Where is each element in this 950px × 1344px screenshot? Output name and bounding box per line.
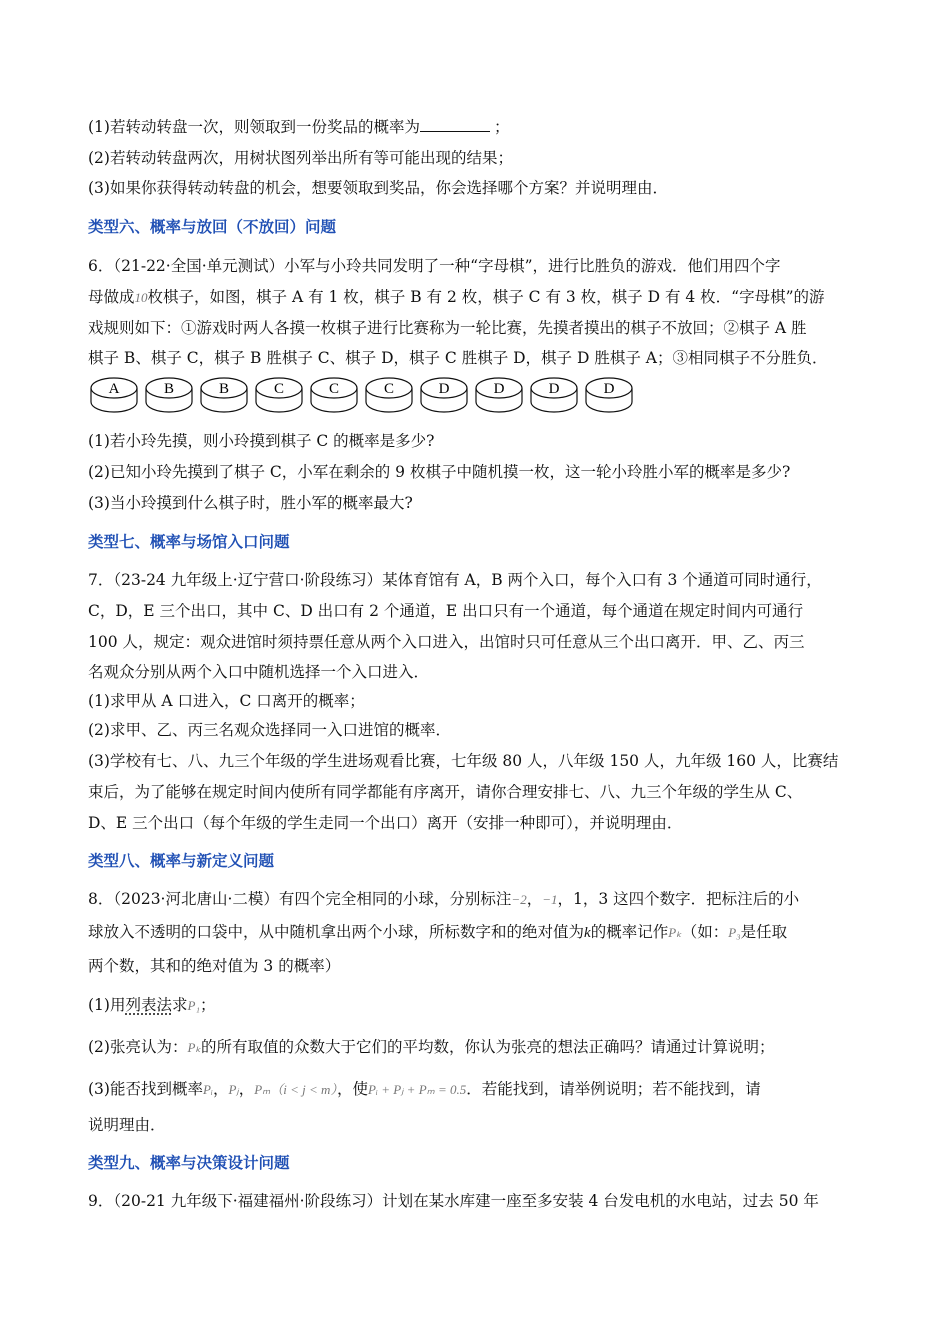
math-p3: P₃	[728, 925, 741, 940]
question-5-part-2: (2)若转动转盘两次，用树状图列举出所有等可能出现的结果；	[88, 149, 513, 167]
math-number: −1	[542, 892, 558, 907]
question-7-part-2: (2)求甲、乙、丙三名观众选择同一入口进馆的概率．	[88, 721, 451, 739]
chess-piece-C	[363, 376, 415, 416]
math-pj: Pⱼ	[228, 1082, 239, 1097]
question-7-part-3b: 束后，为了能够在规定时间内使所有同学都能有序离开，请你合理安排七、八、九三个年级的学生从 C、	[88, 783, 803, 801]
text: 球放入不透明的口袋中，从中随机拿出两个小球，所标数字和的绝对值为	[88, 923, 585, 941]
chess-piece-label: A	[108, 381, 120, 397]
question-9-line-1: 9．（20-21 九年级下·福建福州·阶段练习）计划在某水库建一座至多安装 4 台发电机的水电站，过去 50 年	[88, 1192, 819, 1210]
text: ，	[238, 1080, 255, 1098]
chess-piece-D	[528, 376, 580, 416]
math-number: −2	[511, 892, 527, 907]
question-6-part-2: (2)已知小玲先摸到了棋子 C，小军在剩余的 9 枚棋子中随机摸一枚，这一轮小玲胜小军的概率是多少?	[88, 463, 791, 481]
chess-piece-C	[308, 376, 360, 416]
question-8-line-2	[88, 921, 787, 944]
question-7-part-1: (1)求甲从 A 口进入，C 口离开的概率；	[88, 692, 365, 710]
chess-pieces-figure	[88, 376, 648, 416]
section-heading-9: 类型九、概率与决策设计问题	[88, 1154, 290, 1172]
text: ．若能找到，请举例说明；若不能找到，请	[466, 1080, 761, 1098]
math-pk: Pₖ	[187, 1040, 201, 1055]
question-7-line-1: 7．（23-24 九年级上·辽宁营口·阶段练习）某体育馆有 A，B 两个入口，每个入口有 3 个通道可同时通行，	[88, 571, 822, 589]
section-heading-7: 类型七、概率与场馆入口问题	[88, 533, 290, 551]
question-8-line-1	[88, 888, 799, 911]
chess-piece-A	[88, 376, 140, 416]
answer-blank[interactable]	[420, 117, 490, 132]
question-8-part-2	[88, 1036, 774, 1059]
chess-piece-label: C	[273, 381, 285, 397]
math-k: k	[584, 925, 591, 941]
question-6-line-4: 棋子 B、棋子 C，棋子 B 胜棋子 C、棋子 D，棋子 C 胜棋子 D，棋子 D 胜棋子 A；③相同棋子不分胜负．	[88, 349, 828, 367]
chess-piece-label: B	[218, 381, 230, 397]
question-7-line-3: 100 人，规定：观众进馆时须持票任意从两个入口进入，出馆时只可任意从三个出口离开．甲、乙、丙三	[88, 633, 805, 651]
text: ，	[526, 890, 543, 908]
math-condition: （i < j < m）	[270, 1082, 337, 1097]
math-p1: P₁	[187, 998, 200, 1013]
text: （如：	[681, 923, 729, 941]
question-6-part-1: (1)若小玲先摸，则小玲摸到棋子 C 的概率是多少?	[88, 432, 435, 450]
chess-piece-label: C	[383, 381, 395, 397]
text: 的所有取值的众数大于它们的平均数，你认为张亮的想法正确吗？请通过计算说明；	[200, 1038, 775, 1056]
text: 是任取	[740, 923, 788, 941]
chess-piece-C	[253, 376, 305, 416]
text: (1)若转动转盘一次，则领取到一份奖品的概率为	[88, 118, 420, 136]
text: 枚棋子，如图，棋子 A 有 1 枚，棋子 B 有 2 枚，棋子 C 有 3 枚，棋子 D 有 4 枚．“字母棋”的游	[147, 288, 825, 306]
question-8-part-3-cont: 说明理由．	[88, 1116, 166, 1134]
text: ，使	[336, 1080, 368, 1098]
math-pi: Pᵢ	[202, 1082, 213, 1097]
chess-piece-label: D	[438, 381, 450, 397]
chess-piece-D	[583, 376, 635, 416]
chess-piece-label: B	[163, 381, 175, 397]
text: ；	[493, 118, 510, 136]
text: 的概率记作	[590, 923, 669, 941]
text: 母做成	[88, 288, 135, 306]
chess-piece-label: D	[493, 381, 505, 397]
question-8-part-1	[88, 994, 215, 1017]
text: ，	[212, 1080, 229, 1098]
text: (3)能否找到概率	[88, 1080, 203, 1098]
chess-piece-label: D	[548, 381, 560, 397]
math-pm: Pₘ	[254, 1082, 271, 1097]
section-heading-6: 类型六、概率与放回（不放回）问题	[88, 218, 337, 236]
question-6-line-1: 6．（21-22·全国·单元测试）小军与小玲共同发明了一种“字母棋”，进行比胜负的游戏．他们用四个字	[88, 257, 781, 275]
question-8-part-3	[88, 1078, 761, 1101]
question-6-line-2	[88, 286, 825, 309]
question-5-part-3: (3)如果你获得转动转盘的机会，想要领取到奖品，你会选择哪个方案？并说明理由．	[88, 179, 668, 197]
chess-piece-B	[143, 376, 195, 416]
text: ；	[199, 996, 216, 1014]
question-7-line-4: 名观众分别从两个入口中随机选择一个入口进入．	[88, 663, 430, 681]
question-5-part-1	[88, 116, 509, 138]
question-8-line-3: 两个数，其和的绝对值为 3 的概率）	[88, 957, 341, 975]
math-equation: Pᵢ + Pⱼ + Pₘ = 0.5	[367, 1082, 467, 1097]
chess-piece-D	[473, 376, 525, 416]
emphasis-text: 列表法	[125, 996, 172, 1014]
question-7-part-3c: D、E 三个出口（每个年级的学生走同一个出口）离开（安排一种即可），并说明理由．	[88, 814, 683, 832]
chess-piece-label: D	[603, 381, 615, 397]
question-7-line-2: C，D，E 三个出口，其中 C、D 出口有 2 个通道，E 出口只有一个通道，每个通道在规定时间内可通行	[88, 602, 804, 620]
math-number: 10	[134, 290, 148, 305]
chess-piece-D	[418, 376, 470, 416]
math-pk: Pₖ	[668, 925, 682, 940]
text: 求	[171, 996, 188, 1014]
text: (2)张亮认为：	[88, 1038, 188, 1056]
chess-piece-label: C	[328, 381, 340, 397]
chess-piece-B	[198, 376, 250, 416]
section-heading-8: 类型八、概率与新定义问题	[88, 852, 275, 870]
question-6-line-3: 戏规则如下：①游戏时两人各摸一枚棋子进行比赛称为一轮比赛，先摸者摸出的棋子不放回；②棋子 A 胜	[88, 319, 807, 337]
question-6-part-3: (3)当小玲摸到什么棋子时，胜小军的概率最大?	[88, 494, 413, 512]
question-7-part-3a: (3)学校有七、八、九三个年级的学生进场观看比赛，七年级 80 人，八年级 150 人，九年级 160 人，比赛结	[88, 752, 839, 770]
text: (1)用	[88, 996, 126, 1014]
text: ，1，3 这四个数字．把标注后的小	[557, 890, 800, 908]
text: 8．（2023·河北唐山·二模）有四个完全相同的小球，分别标注	[88, 890, 512, 908]
